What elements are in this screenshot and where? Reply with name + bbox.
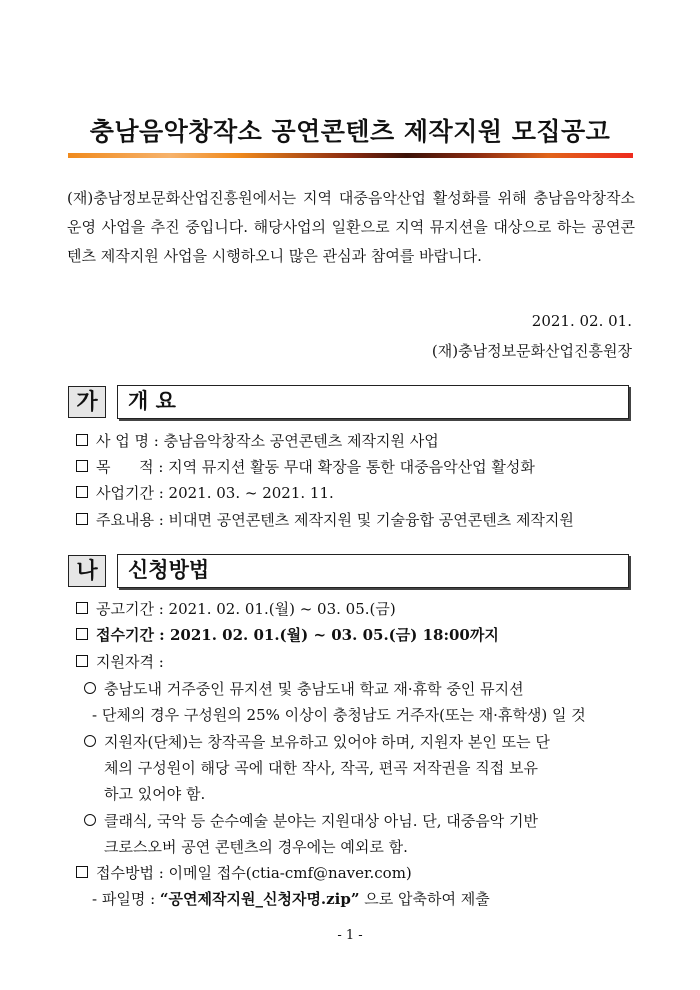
list-item: - 단체의 경우 구성원의 25% 이상이 충청남도 거주자(또는 재·휴학생) 일 것 xyxy=(92,706,586,724)
checkbox-icon xyxy=(76,486,88,498)
checkbox-icon xyxy=(76,602,88,614)
filename: “공연제작지원_신청자명.zip” xyxy=(159,890,360,908)
issuing-organization: (재)충남정보문화산업진흥원장 xyxy=(431,342,632,360)
checkbox-icon xyxy=(76,866,88,878)
checkbox-icon xyxy=(76,434,88,446)
intro-paragraph: (재)충남정보문화산업진흥원에서는 지역 대중음악산업 활성화를 위해 충남음악창작소 운영 사업을 추진 중입니다. 해당사업의 일환으로 지역 뮤지션을 대상으로 하는 공연콘텐츠 제작지원 사업을 시행하오니 많은 관심과 참여를 바랍니다. xyxy=(67,189,635,265)
list-item: 목 적 : 지역 뮤지션 활동 무대 확장을 통한 대중음악산업 활성화 xyxy=(76,456,535,477)
checkbox-icon xyxy=(76,513,88,525)
page-number: - 1 - xyxy=(337,928,363,943)
section-a-title: 개 요 xyxy=(117,385,629,419)
checkbox-icon xyxy=(76,655,88,667)
announcement-date: 2021. 02. 01. xyxy=(531,312,632,330)
list-item: 체의 구성원이 해당 곡에 대한 작사, 작곡, 편곡 저작권을 직접 보유 xyxy=(104,759,538,777)
list-item: 크로스오버 공연 콘텐츠의 경우에는 예외로 함. xyxy=(104,838,408,856)
list-item: 충남도내 거주중인 뮤지션 및 충남도내 학교 재·휴학 중인 뮤지션 xyxy=(84,678,524,699)
checkbox-icon xyxy=(76,460,88,472)
title-underline xyxy=(68,153,633,158)
circle-bullet-icon xyxy=(84,735,96,747)
list-item: 지원자(단체)는 창작곡을 보유하고 있어야 하며, 지원자 본인 또는 단 xyxy=(84,731,550,752)
list-item: 사 업 명 : 충남음악창작소 공연콘텐츠 제작지원 사업 xyxy=(76,430,439,451)
checkbox-icon xyxy=(76,628,88,640)
list-item: - 파일명 : “공연제작지원_신청자명.zip” 으로 압축하여 제출 xyxy=(92,890,490,908)
list-item: 접수방법 : 이메일 접수(ctia-cmf@naver.com) xyxy=(76,862,412,883)
list-item: 공고기간 : 2021. 02. 01.(월) ~ 03. 05.(금) xyxy=(76,598,396,619)
list-item: 클래식, 국악 등 순수예술 분야는 지원대상 아님. 단, 대중음악 기반 xyxy=(84,810,538,831)
list-item: 사업기간 : 2021. 03. ~ 2021. 11. xyxy=(76,482,334,503)
circle-bullet-icon xyxy=(84,814,96,826)
section-a-badge: 가 xyxy=(68,386,106,418)
section-b-title: 신청방법 xyxy=(117,554,629,588)
list-item: 접수기간 : 2021. 02. 01.(월) ~ 03. 05.(금) 18:00까지 xyxy=(76,624,499,645)
section-b-badge: 나 xyxy=(68,555,106,587)
list-item: 주요내용 : 비대면 공연콘텐츠 제작지원 및 기술융합 공연콘텐츠 제작지원 xyxy=(76,509,574,530)
list-item: 지원자격 : xyxy=(76,651,164,672)
circle-bullet-icon xyxy=(84,682,96,694)
list-item: 하고 있어야 함. xyxy=(104,785,206,803)
page-title: 충남음악창작소 공연콘텐츠 제작지원 모집공고 xyxy=(89,117,611,146)
